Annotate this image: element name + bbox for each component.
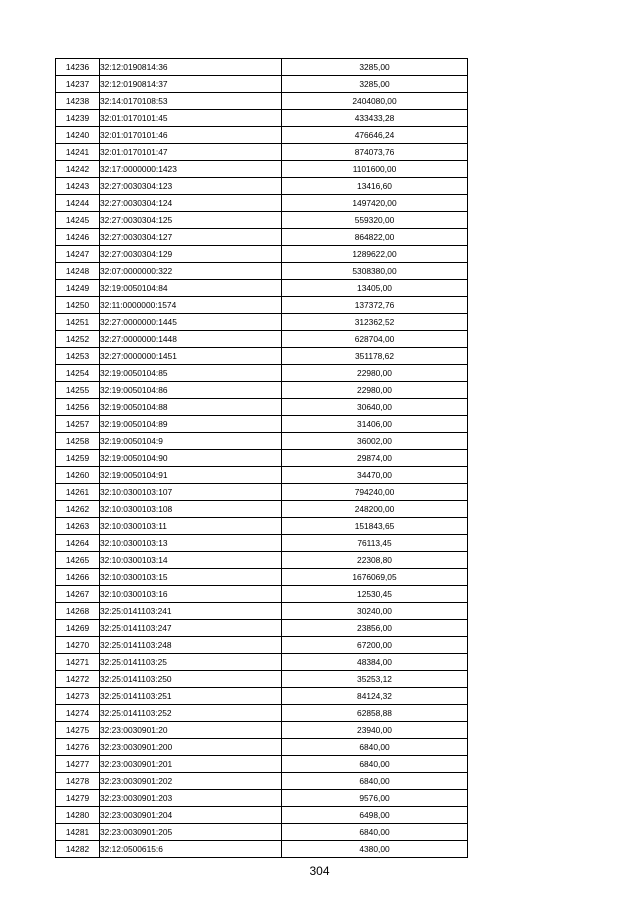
cadastral-value-cell: 62858,88 — [282, 705, 468, 722]
cadastral-number-cell: 32:10:0300103:107 — [100, 484, 282, 501]
cadastral-number-cell: 32:14:0170108:53 — [100, 93, 282, 110]
table-row — [56, 552, 468, 569]
cadastral-number-cell: 32:12:0500615:6 — [100, 841, 282, 858]
table-row — [56, 688, 468, 705]
cadastral-number-cell: 32:12:0190814:36 — [100, 59, 282, 76]
row-number-cell: 14280 — [56, 807, 100, 824]
cadastral-number-cell: 32:01:0170101:47 — [100, 144, 282, 161]
cadastral-number-cell: 32:27:0000000:1448 — [100, 331, 282, 348]
row-number-cell: 14268 — [56, 603, 100, 620]
row-number-cell: 14243 — [56, 178, 100, 195]
cadastral-number-cell: 32:27:0030304:127 — [100, 229, 282, 246]
cadastral-value-cell: 6840,00 — [282, 739, 468, 756]
cadastral-value-cell: 1676069,05 — [282, 569, 468, 586]
table-row — [56, 280, 468, 297]
cadastral-number-cell: 32:25:0141103:250 — [100, 671, 282, 688]
table-row — [56, 654, 468, 671]
cadastral-number-cell: 32:19:0050104:85 — [100, 365, 282, 382]
cadastral-value-cell: 6840,00 — [282, 824, 468, 841]
cadastral-number-cell: 32:23:0030901:204 — [100, 807, 282, 824]
cadastral-value-cell: 84124,32 — [282, 688, 468, 705]
cadastral-number-cell: 32:25:0141103:241 — [100, 603, 282, 620]
cadastral-value-cell: 12530,45 — [282, 586, 468, 603]
table-row — [56, 739, 468, 756]
cadastral-value-cell: 559320,00 — [282, 212, 468, 229]
row-number-cell: 14250 — [56, 297, 100, 314]
cadastral-number-cell: 32:27:0030304:125 — [100, 212, 282, 229]
cadastral-value-cell: 23856,00 — [282, 620, 468, 637]
cadastral-value-cell: 151843,65 — [282, 518, 468, 535]
row-number-cell: 14270 — [56, 637, 100, 654]
cadastral-number-cell: 32:01:0170101:45 — [100, 110, 282, 127]
cadastral-value-cell: 36002,00 — [282, 433, 468, 450]
row-number-cell: 14241 — [56, 144, 100, 161]
table-row — [56, 314, 468, 331]
row-number-cell: 14273 — [56, 688, 100, 705]
row-number-cell: 14242 — [56, 161, 100, 178]
row-number-cell: 14276 — [56, 739, 100, 756]
cadastral-value-cell: 29874,00 — [282, 450, 468, 467]
table-row — [56, 535, 468, 552]
table-row — [56, 263, 468, 280]
cadastral-number-cell: 32:10:0300103:15 — [100, 569, 282, 586]
table-row — [56, 484, 468, 501]
cadastral-value-cell: 1101600,00 — [282, 161, 468, 178]
row-number-cell: 14237 — [56, 76, 100, 93]
cadastral-number-cell: 32:19:0050104:84 — [100, 280, 282, 297]
table-row — [56, 773, 468, 790]
cadastral-number-cell: 32:23:0030901:203 — [100, 790, 282, 807]
row-number-cell: 14279 — [56, 790, 100, 807]
cadastral-number-cell: 32:10:0300103:11 — [100, 518, 282, 535]
row-number-cell: 14267 — [56, 586, 100, 603]
cadastral-value-cell: 248200,00 — [282, 501, 468, 518]
cadastral-value-cell: 9576,00 — [282, 790, 468, 807]
cadastral-value-cell: 312362,52 — [282, 314, 468, 331]
table-row — [56, 399, 468, 416]
row-number-cell: 14263 — [56, 518, 100, 535]
row-number-cell: 14246 — [56, 229, 100, 246]
row-number-cell: 14260 — [56, 467, 100, 484]
cadastral-number-cell: 32:10:0300103:16 — [100, 586, 282, 603]
row-number-cell: 14244 — [56, 195, 100, 212]
cadastral-value-cell: 6498,00 — [282, 807, 468, 824]
table-row — [56, 790, 468, 807]
table-row — [56, 178, 468, 195]
cadastral-value-cell: 22980,00 — [282, 365, 468, 382]
table-row — [56, 450, 468, 467]
table-row — [56, 501, 468, 518]
row-number-cell: 14252 — [56, 331, 100, 348]
row-number-cell: 14261 — [56, 484, 100, 501]
cadastral-value-cell: 30240,00 — [282, 603, 468, 620]
row-number-cell: 14272 — [56, 671, 100, 688]
cadastral-value-cell: 874073,76 — [282, 144, 468, 161]
table-row — [56, 637, 468, 654]
cadastral-number-cell: 32:27:0000000:1445 — [100, 314, 282, 331]
table-row — [56, 161, 468, 178]
cadastral-number-cell: 32:19:0050104:90 — [100, 450, 282, 467]
cadastral-number-cell: 32:23:0030901:20 — [100, 722, 282, 739]
cadastral-number-cell: 32:10:0300103:108 — [100, 501, 282, 518]
row-number-cell: 14240 — [56, 127, 100, 144]
cadastral-value-cell: 137372,76 — [282, 297, 468, 314]
cadastral-value-cell: 76113,45 — [282, 535, 468, 552]
row-number-cell: 14281 — [56, 824, 100, 841]
row-number-cell: 14253 — [56, 348, 100, 365]
cadastral-number-cell: 32:10:0300103:14 — [100, 552, 282, 569]
cadastral-number-cell: 32:19:0050104:91 — [100, 467, 282, 484]
row-number-cell: 14239 — [56, 110, 100, 127]
cadastral-value-cell: 3285,00 — [282, 59, 468, 76]
row-number-cell: 14269 — [56, 620, 100, 637]
table-row — [56, 603, 468, 620]
cadastral-value-cell: 864822,00 — [282, 229, 468, 246]
cadastral-value-table — [55, 58, 468, 858]
table-row — [56, 195, 468, 212]
cadastral-value-cell: 4380,00 — [282, 841, 468, 858]
table-row — [56, 348, 468, 365]
cadastral-number-cell: 32:27:0000000:1451 — [100, 348, 282, 365]
cadastral-number-cell: 32:25:0141103:247 — [100, 620, 282, 637]
cadastral-number-cell: 32:25:0141103:248 — [100, 637, 282, 654]
row-number-cell: 14245 — [56, 212, 100, 229]
table-row — [56, 76, 468, 93]
cadastral-number-cell: 32:23:0030901:200 — [100, 739, 282, 756]
table-row — [56, 722, 468, 739]
row-number-cell: 14258 — [56, 433, 100, 450]
row-number-cell: 14256 — [56, 399, 100, 416]
cadastral-number-cell: 32:19:0050104:86 — [100, 382, 282, 399]
cadastral-value-cell: 1497420,00 — [282, 195, 468, 212]
row-number-cell: 14238 — [56, 93, 100, 110]
cadastral-value-cell: 351178,62 — [282, 348, 468, 365]
cadastral-value-cell: 35253,12 — [282, 671, 468, 688]
cadastral-value-cell: 5308380,00 — [282, 263, 468, 280]
cadastral-value-cell: 6840,00 — [282, 773, 468, 790]
row-number-cell: 14271 — [56, 654, 100, 671]
table-row — [56, 110, 468, 127]
cadastral-value-cell: 22308,80 — [282, 552, 468, 569]
row-number-cell: 14265 — [56, 552, 100, 569]
cadastral-value-cell: 2404080,00 — [282, 93, 468, 110]
cadastral-value-cell: 3285,00 — [282, 76, 468, 93]
cadastral-number-cell: 32:27:0030304:129 — [100, 246, 282, 263]
table-row — [56, 59, 468, 76]
cadastral-number-cell: 32:19:0050104:89 — [100, 416, 282, 433]
row-number-cell: 14277 — [56, 756, 100, 773]
table-row — [56, 246, 468, 263]
cadastral-number-cell: 32:27:0030304:123 — [100, 178, 282, 195]
table-body — [56, 59, 468, 858]
cadastral-value-cell: 31406,00 — [282, 416, 468, 433]
table-row — [56, 705, 468, 722]
row-number-cell: 14274 — [56, 705, 100, 722]
cadastral-number-cell: 32:25:0141103:251 — [100, 688, 282, 705]
table-row — [56, 518, 468, 535]
page-number: 304 — [309, 864, 330, 878]
cadastral-value-cell: 34470,00 — [282, 467, 468, 484]
row-number-cell: 14248 — [56, 263, 100, 280]
cadastral-value-cell: 794240,00 — [282, 484, 468, 501]
table-row — [56, 212, 468, 229]
table-row — [56, 365, 468, 382]
cadastral-value-cell: 48384,00 — [282, 654, 468, 671]
table-row — [56, 93, 468, 110]
cadastral-value-cell: 22980,00 — [282, 382, 468, 399]
table-row — [56, 620, 468, 637]
cadastral-value-cell: 6840,00 — [282, 756, 468, 773]
row-number-cell: 14251 — [56, 314, 100, 331]
table-row — [56, 824, 468, 841]
cadastral-number-cell: 32:10:0300103:13 — [100, 535, 282, 552]
table-row — [56, 671, 468, 688]
table-row — [56, 569, 468, 586]
cadastral-value-cell: 13405,00 — [282, 280, 468, 297]
table-row — [56, 144, 468, 161]
cadastral-number-cell: 32:25:0141103:25 — [100, 654, 282, 671]
cadastral-number-cell: 32:23:0030901:202 — [100, 773, 282, 790]
cadastral-value-cell: 628704,00 — [282, 331, 468, 348]
table-row — [56, 433, 468, 450]
cadastral-number-cell: 32:07:0000000:322 — [100, 263, 282, 280]
cadastral-value-cell: 1289622,00 — [282, 246, 468, 263]
row-number-cell: 14254 — [56, 365, 100, 382]
row-number-cell: 14266 — [56, 569, 100, 586]
row-number-cell: 14257 — [56, 416, 100, 433]
table-row — [56, 841, 468, 858]
row-number-cell: 14262 — [56, 501, 100, 518]
cadastral-number-cell: 32:17:0000000:1423 — [100, 161, 282, 178]
cadastral-value-cell: 476646,24 — [282, 127, 468, 144]
table-row — [56, 382, 468, 399]
table-row — [56, 756, 468, 773]
row-number-cell: 14278 — [56, 773, 100, 790]
table-row — [56, 586, 468, 603]
cadastral-number-cell: 32:23:0030901:201 — [100, 756, 282, 773]
table-row — [56, 807, 468, 824]
table-row — [56, 127, 468, 144]
cadastral-number-cell: 32:01:0170101:46 — [100, 127, 282, 144]
cadastral-number-cell: 32:25:0141103:252 — [100, 705, 282, 722]
row-number-cell: 14259 — [56, 450, 100, 467]
cadastral-value-cell: 30640,00 — [282, 399, 468, 416]
table-row — [56, 229, 468, 246]
cadastral-number-cell: 32:23:0030901:205 — [100, 824, 282, 841]
row-number-cell: 14275 — [56, 722, 100, 739]
row-number-cell: 14255 — [56, 382, 100, 399]
cadastral-number-cell: 32:11:0000000:1574 — [100, 297, 282, 314]
row-number-cell: 14249 — [56, 280, 100, 297]
cadastral-number-cell: 32:12:0190814:37 — [100, 76, 282, 93]
row-number-cell: 14264 — [56, 535, 100, 552]
cadastral-value-cell: 23940,00 — [282, 722, 468, 739]
cadastral-value-cell: 67200,00 — [282, 637, 468, 654]
row-number-cell: 14247 — [56, 246, 100, 263]
row-number-cell: 14282 — [56, 841, 100, 858]
cadastral-number-cell: 32:19:0050104:9 — [100, 433, 282, 450]
cadastral-value-cell: 13416,60 — [282, 178, 468, 195]
table-row — [56, 467, 468, 484]
table-row — [56, 416, 468, 433]
cadastral-value-cell: 433433,28 — [282, 110, 468, 127]
table-row — [56, 297, 468, 314]
table-row — [56, 331, 468, 348]
cadastral-number-cell: 32:19:0050104:88 — [100, 399, 282, 416]
cadastral-number-cell: 32:27:0030304:124 — [100, 195, 282, 212]
row-number-cell: 14236 — [56, 59, 100, 76]
